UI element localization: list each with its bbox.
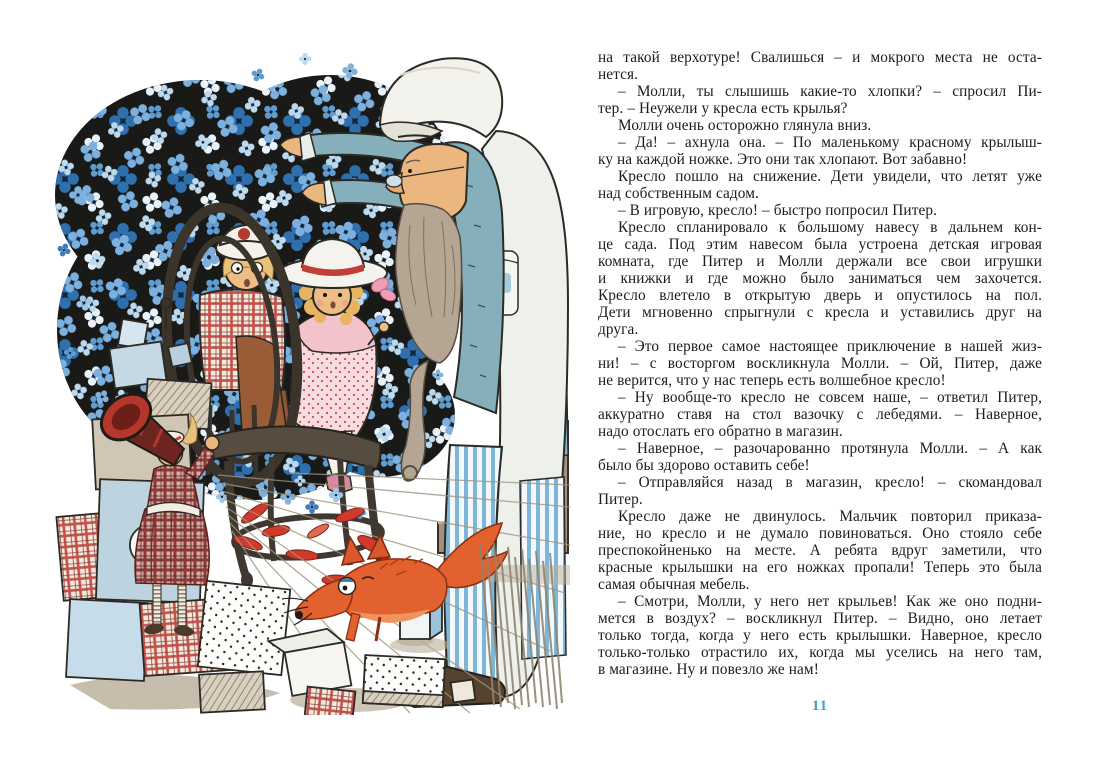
text-line: преспокойненько на месте. А ребята вдруг заметили, что xyxy=(598,542,1042,559)
text-line: це сада. Под этим навесом была устроена детская игровая xyxy=(598,236,1042,253)
text-line: – Смотри, Молли, у него нет крыльев! Как же оно подни- xyxy=(618,593,1042,610)
text-line: только тогда, когда у него есть крылышки. Наверное, кресло xyxy=(598,627,1042,644)
text-line: – Отправляйся назад в магазин, кресло! – скомандовал xyxy=(618,474,1042,491)
text-line: – Да! – ахнула она. – По маленькому красному крылыш- xyxy=(618,134,1042,151)
text-line: ние, но кресло и не думало повиноваться. Оно стояло себе xyxy=(598,525,1042,542)
text-line: на такой верхотуре! Свалишься – и мокрого места не оста- xyxy=(598,49,1042,66)
glasses xyxy=(386,175,402,187)
text-line: мется в воздух? – воскликнул Питер. – Видно, оно летает xyxy=(598,610,1042,627)
right-page-text xyxy=(598,49,1042,715)
fox-nose xyxy=(295,611,303,619)
text-line: Кресло пошло на снижение. Дети увидели, что летят уже xyxy=(618,168,1042,185)
left-page-illustration xyxy=(50,45,570,715)
raised-fist xyxy=(205,436,219,450)
text-line: не верится, что у нас теперь есть волшебное кресло! xyxy=(598,372,946,389)
text-line: надо отослать его обратно в магазин. xyxy=(598,423,843,440)
text-line: красные крылышки на его ножках пропали! Теперь это была xyxy=(598,559,1042,576)
text-line: – В игровую, кресло! – быстро попросил Питер. xyxy=(618,202,938,219)
text-line: – Это первое самое настоящее приключение в нашей жиз- xyxy=(618,338,1042,355)
storybook-illustration xyxy=(50,45,570,715)
text-line: нется. xyxy=(598,66,639,83)
text-line: самая обычная мебель. xyxy=(598,576,750,593)
text-line: Кресло влетело в открытую дверь и опустилось на пол. xyxy=(598,287,1042,304)
page-number: 11 xyxy=(811,698,829,714)
text-line: тер. – Неужели у кресла есть крылья? xyxy=(598,100,848,117)
text-line: Кресло даже не двинулось. Мальчик повторил приказа- xyxy=(618,508,1042,525)
text-line: – Наверное, – разочарованно протянула Молли. – А как xyxy=(618,440,1042,457)
text-line: ку на каждой ножке. Это они так хлопают. Вот забавно! xyxy=(598,151,968,168)
text-line: Питер. xyxy=(598,491,643,508)
text-line: Молли очень осторожно глянула вниз. xyxy=(618,117,872,134)
text-line: над собственным садом. xyxy=(598,185,759,202)
text-line: и книжки и где можно было заниматься чем захочется. xyxy=(598,270,1042,287)
text-line: только-только отрастило их, когда мы уселись на него там, xyxy=(598,644,1042,661)
text-line: комната, где Питер и Молли держали все свои игрушки xyxy=(598,253,1042,270)
text-line: Кресло спланировало к большому навесу в дальнем кон- xyxy=(618,219,1042,236)
text-line: – Молли, ты слышишь какие-то хлопки? – спросил Пи- xyxy=(618,83,1042,100)
text-line: Дети мгновенно спрыгнули с кресла и уставились друг на xyxy=(598,304,1042,321)
text-line: друга. xyxy=(598,321,639,338)
text-line: было бы здорово оставить себе! xyxy=(598,457,810,474)
text-line: в магазине. Ну и повезло же нам! xyxy=(598,661,819,678)
cap-patch xyxy=(238,228,250,240)
white-cap xyxy=(380,58,502,141)
text-line: – Ну вообще-то кресло не совсем наше, – ответил Питер, xyxy=(618,389,1042,406)
text-line: ни! – с восторгом воскликнула Молли. – Ой, Питер, даже xyxy=(598,355,1042,372)
text-line: аккуратно ставя на стол вазочку с лебедями. – Наверное, xyxy=(598,406,1042,423)
